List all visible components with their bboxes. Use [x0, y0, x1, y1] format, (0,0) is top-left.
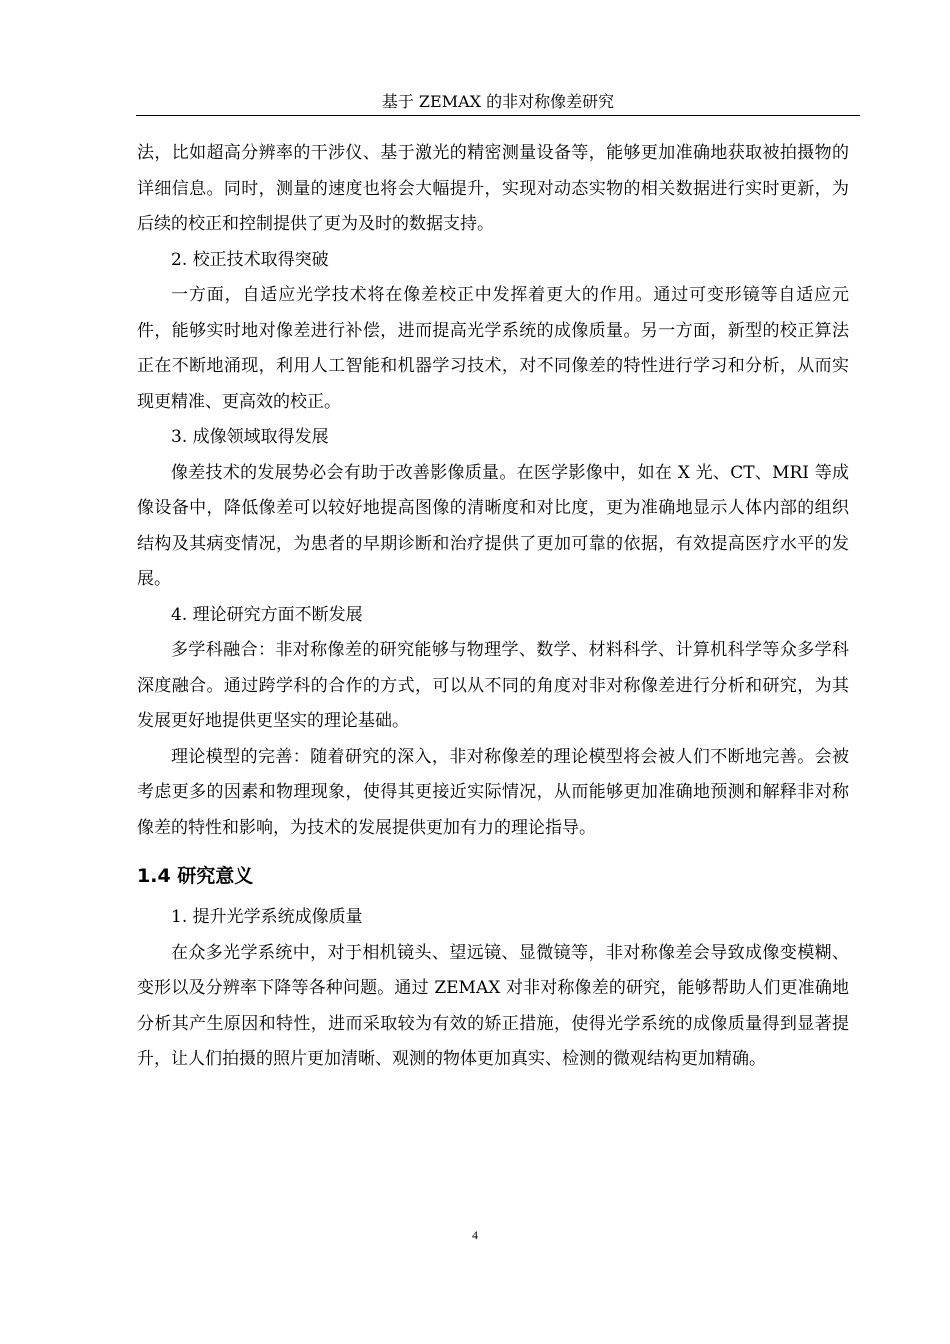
page-body [137, 136, 849, 1078]
subheading-improve-imaging-quality: 1. 提升光学系统成像质量 [171, 907, 363, 927]
paragraph-medical-imaging: 像差技术的发展势必会有助于改善影像质量。在医学影像中，如在 X 光、CT、MRI 等成像设备中，降低像差可以较好地提高图像的清晰度和对比度，更为准确地显示人体内部的组织结构及其病变情况，为患者的早期诊断和治疗提供了更加可靠的依据，有效提高医疗水平的发展。 [137, 462, 849, 589]
subheading-correction-breakthrough: 2. 校正技术取得突破 [171, 249, 329, 270]
subheading-imaging-development: 3. 成像领域取得发展 [171, 427, 329, 447]
subheading-theory-research: 4. 理论研究方面不断发展 [171, 604, 363, 625]
page-number: 4 [472, 1228, 478, 1242]
paragraph-multidisciplinary: 多学科融合：非对称像差的研究能够与物理学、数学、材料科学、计算机科学等众多学科深度融合。通过跨学科的合作的方式，可以从不同的角度对非对称像差进行分析和研究，为其发展更好地提供更坚实的理论基础。 [137, 640, 849, 731]
paragraph-adaptive-optics: 一方面，自适应光学技术将在像差校正中发挥着更大的作用。通过可变形镜等自适应元件，能够实时地对像差进行补偿，进而提高光学系统的成像质量。另一方面，新型的校正算法正在不断地涌现，利用人工智能和机器学习技术，对不同像差的特性进行学习和分析，从而实现更精准、更高效的校正。 [137, 285, 849, 412]
page-header: 基于 ZEMAX 的非对称像差研究 [136, 89, 860, 116]
paragraph-theory-model: 理论模型的完善：随着研究的深入，非对称像差的理论模型将会被人们不断地完善。会被考虑更多的因素和物理现象，使得其更接近实际情况，从而能够更加准确地预测和解释非对称像差的特性和影响，为技术的发展提供更加有力的理论指导。 [137, 746, 849, 838]
section-heading-research-significance: 1.4 研究意义 [137, 865, 254, 887]
paragraph-continued: 法，比如超高分辨率的干涉仪、基于激光的精密测量设备等，能够更加准确地获取被拍摄物的详细信息。同时，测量的速度也将会大幅提升，实现对动态实物的相关数据进行实时更新，为后续的校正和控制提供了更为及时的数据支持。 [137, 143, 849, 234]
paragraph-zemax-significance: 在众多光学系统中，对于相机镜头、望远镜、显微镜等，非对称像差会导致成像变模糊、变形以及分辨率下降等各种问题。通过 ZEMAX 对非对称像差的研究，能够帮助人们更准确地分析其产生原因和特性，进而采取较为有效的矫正措施，使得光学系统的成像质量得到显著提升，让人们拍摄的照片更加清晰、观测的物体更加真实、检测的微观结构更加精确。 [137, 942, 849, 1069]
